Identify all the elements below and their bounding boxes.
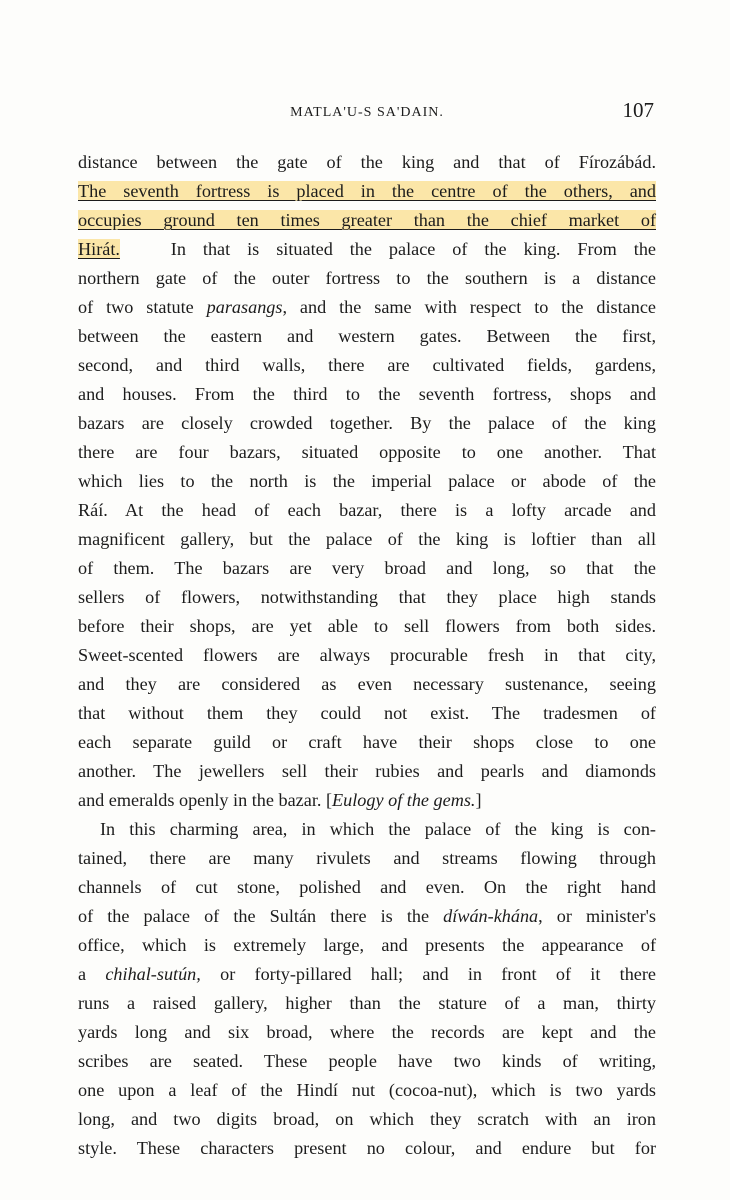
text-line: runs a raised gallery, higher than the stature of a man, thirty bbox=[78, 993, 656, 1013]
text-line bbox=[78, 786, 656, 815]
text-line: and they are considered as even necessary sustenance, seeing bbox=[78, 674, 656, 694]
text-fragment: of two statute bbox=[78, 297, 194, 317]
text-line: second, and third walls, there are cultivated fields, gardens, bbox=[78, 355, 656, 375]
text-line bbox=[78, 902, 656, 931]
text-line: between the eastern and western gates. Between the first, bbox=[78, 326, 656, 346]
text-line: tained, there are many rivulets and streams flowing through bbox=[78, 848, 656, 868]
text-line: bazars are closely crowded together. By the palace of the king bbox=[78, 413, 656, 433]
text-line-highlighted bbox=[78, 206, 656, 235]
text-line: distance between the gate of the king and that of Fírozábád. bbox=[78, 152, 656, 172]
text-fragment: a bbox=[78, 964, 87, 984]
text-fragment: ] bbox=[475, 790, 482, 810]
text-line bbox=[78, 293, 656, 322]
italic-term: Eulogy of the gems. bbox=[332, 790, 476, 810]
running-header bbox=[78, 98, 656, 130]
page-number: 107 bbox=[622, 98, 654, 122]
text-line: channels of cut stone, polished and even. On the right hand bbox=[78, 877, 656, 897]
text-line: another. The jewellers sell their rubies and pearls and diamonds bbox=[78, 761, 656, 781]
highlighted-text: The seventh fortress is placed in the centre of the others, and bbox=[78, 181, 656, 201]
text-line: yards long and six broad, where the records are kept and the bbox=[78, 1022, 656, 1042]
text-line: In this charming area, in which the palace of the king is con- bbox=[100, 819, 656, 839]
body-text bbox=[78, 148, 656, 1163]
text-line: style. These characters present no colour, and endure but for bbox=[78, 1138, 656, 1158]
text-line: before their shops, are yet able to sell flowers from both sides. bbox=[78, 616, 656, 636]
text-fragment: or forty-pillared hall; and in front of it there bbox=[220, 964, 656, 984]
text-line-highlighted bbox=[78, 177, 656, 206]
text-line: which lies to the north is the imperial palace or abode of the bbox=[78, 471, 656, 491]
text-fragment: In that is situated the palace of the king. From the bbox=[170, 239, 657, 259]
highlighted-text: Hirát. bbox=[78, 239, 120, 259]
italic-term: parasangs bbox=[206, 297, 283, 317]
text-fragment: , and the same with respect to the distance bbox=[282, 297, 656, 317]
text-line bbox=[78, 960, 656, 989]
running-title: MATLA'U-S SA'DAIN. bbox=[290, 105, 444, 120]
italic-term: chihal-sutún, bbox=[105, 964, 201, 984]
text-line: of them. The bazars are very broad and long, so that the bbox=[78, 558, 656, 578]
text-line: long, and two digits broad, on which they scratch with an iron bbox=[78, 1109, 656, 1129]
text-line: office, which is extremely large, and presents the appearance of bbox=[78, 935, 656, 955]
text-line: that without them they could not exist. The tradesmen of bbox=[78, 703, 656, 723]
highlighted-text: occupies ground ten times greater than the chief market of bbox=[78, 210, 656, 230]
text-line: scribes are seated. These people have two kinds of writing, bbox=[78, 1051, 656, 1071]
text-line: magnificent gallery, but the palace of the king is loftier than all bbox=[78, 529, 656, 549]
text-line: northern gate of the outer fortress to the southern is a distance bbox=[78, 268, 656, 288]
text-line: Ráí. At the head of each bazar, there is a lofty arcade and bbox=[78, 500, 656, 520]
text-line: there are four bazars, situated opposite to one another. That bbox=[78, 442, 656, 462]
text-line: sellers of flowers, notwithstanding that they place high stands bbox=[78, 587, 656, 607]
text-line: one upon a leaf of the Hindí nut (cocoa-nut), which is two yards bbox=[78, 1080, 656, 1100]
text-line: Sweet-scented flowers are always procurable fresh in that city, bbox=[78, 645, 656, 665]
text-fragment: and emeralds openly in the bazar. [ bbox=[78, 790, 333, 810]
italic-term: díwán-khána bbox=[443, 906, 539, 926]
text-line: and houses. From the third to the seventh fortress, shops and bbox=[78, 384, 656, 404]
text-fragment: of the palace of the Sultán there is the bbox=[78, 906, 430, 926]
text-fragment: , or minister's bbox=[538, 906, 656, 926]
text-line bbox=[78, 235, 656, 264]
text-line: each separate guild or craft have their shops close to one bbox=[78, 732, 656, 752]
